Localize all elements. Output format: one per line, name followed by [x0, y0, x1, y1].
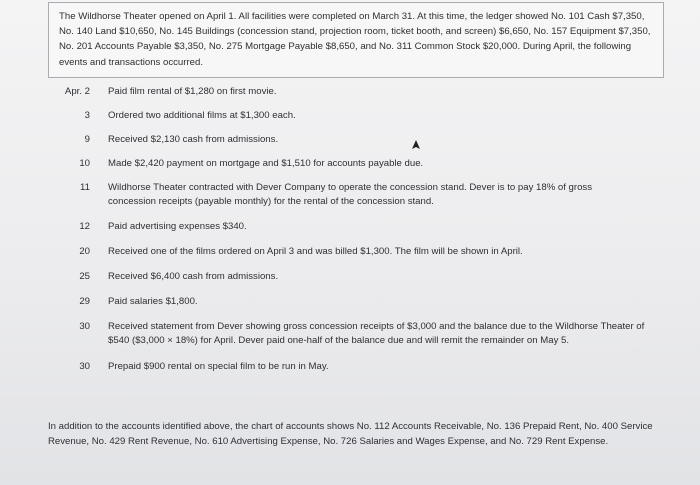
transaction-date: 12 [79, 221, 90, 232]
transaction-text: Received $2,130 cash from admissions. [108, 134, 279, 145]
transaction-text: Made $2,420 payment on mortgage and $1,510 for accounts payable due. [108, 158, 424, 169]
transaction-text: Received one of the films ordered on April 3 and was billed $1,300. The film will be shown in April. [108, 246, 523, 257]
transaction-text: Paid salaries $1,800. [108, 296, 198, 307]
mouse-cursor-icon [412, 140, 420, 150]
transaction-text: Paid film rental of $1,280 on first movie. [108, 86, 277, 97]
problem-intro: The Wildhorse Theater opened on April 1. All facilities were completed on March 31. At this time, the ledger showed No. 101 Cash $7,350, No. 140 Land $10,650, No. 145 Buildings (concession stand, projection room, ticket booth, and screen) $6,650, No. 157 Equipment $7,350, No. 201 Accounts Payable $3,350, No. 275 Mortgage Payable $8,650, and No. 311 Common Stock $20,000. During April, the following events and transactions occurred. [48, 2, 664, 78]
transaction-text: Received $6,400 cash from admissions. [108, 271, 279, 282]
transaction-text: Ordered two additional films at $1,300 each. [108, 110, 296, 121]
transaction-date: 10 [79, 158, 90, 169]
transaction-date: 3 [84, 110, 90, 121]
transaction-text: Prepaid $900 rental on special film to be run in May. [108, 361, 329, 372]
transaction-date: 30 [79, 361, 90, 372]
chart-of-accounts-note: In addition to the accounts identified above, the chart of accounts shows No. 112 Accounts Receivable, No. 136 Prepaid Rent, No. 400 Service Revenue, No. 429 Rent Revenue, No. 610 Advertising Expense, No. 726 Salaries and Wages Expense, and No. 729 Rent Expense. [48, 421, 653, 448]
transaction-text: Paid advertising expenses $340. [108, 221, 247, 232]
transaction-date: 30 [79, 321, 90, 332]
transaction-date: Apr. 2 [64, 86, 90, 97]
transaction-date: 9 [84, 134, 90, 145]
transaction-date: 20 [79, 246, 90, 257]
transaction-text: Received statement from Dever showing gross concession receipts of $3,000 and the balance due to the Wildhorse Theater of $540 ($3,000 × 18%) for April. Dever paid one-half of the balance due and will remit the remainder on May 5. [108, 321, 645, 346]
transaction-date: 25 [79, 271, 90, 282]
transaction-date: 11 [80, 182, 90, 193]
transaction-text: Wildhorse Theater contracted with Dever Company to operate the concession stand. Dever is to pay 18% of gross concession receipts (payable monthly) for the rental of the concession stand. [108, 182, 593, 207]
transaction-date: 29 [79, 296, 90, 307]
